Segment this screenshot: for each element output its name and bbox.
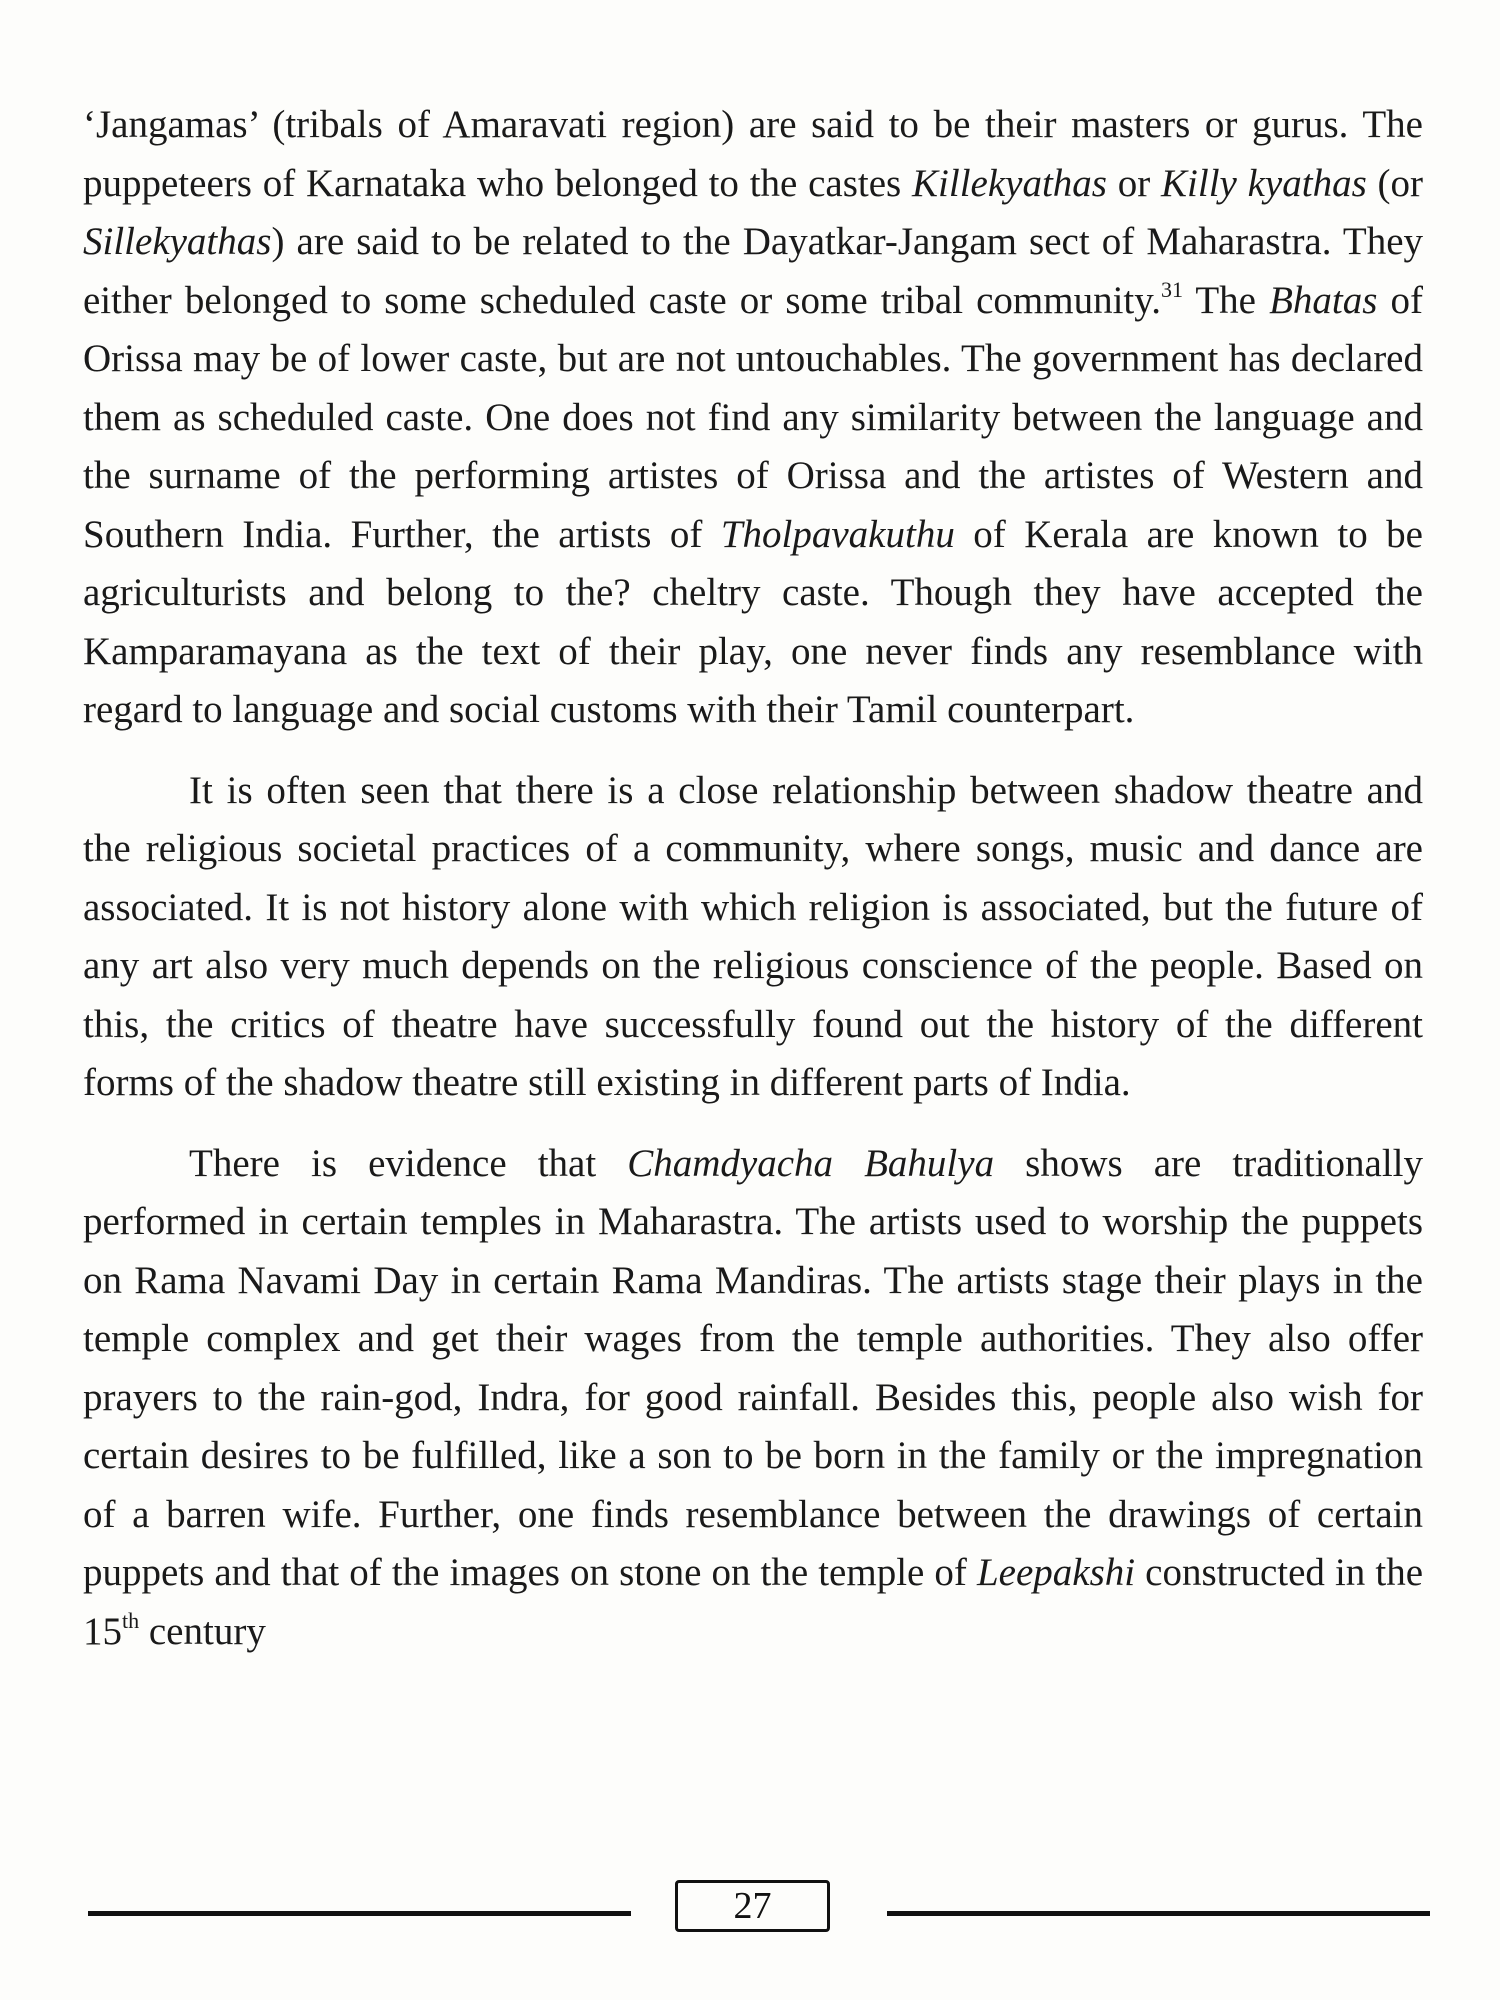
text-run: of Orissa may be of lower caste, but are not untouchables. The government has declared them as scheduled caste. One does not find any similarity between the language and the surname of the performing artistes of Orissa and the artistes of Western and Southern India. Further, the artists of xyxy=(83,278,1423,556)
italic-term: Sillekyathas xyxy=(83,220,272,263)
italic-term: Leepakshi xyxy=(976,1551,1136,1594)
text-run: It is often seen that there is a close relationship between shadow theatre and the religious societal practices of a community, where songs, music and dance are associated. It is not history alone with which religion is associated, but the future of any art also very much depends on the religious conscience of the people. Based on this, the critics of theatre have successfully found out the history of the different forms of the shadow theatre still existing in different parts of India. xyxy=(83,768,1423,1104)
text-run: century xyxy=(139,1609,266,1653)
footnote-superscript: th xyxy=(122,1607,140,1633)
footer-rule-left xyxy=(88,1911,631,1916)
text-run: (or xyxy=(1366,161,1423,205)
text-run: of Kerala are known to be agriculturists and belong to the? cheltry caste. Though they have accepted the Kamparamayana as the text of their play, one never finds any resemblance with regard to language and social customs with their Tamil counterpart. xyxy=(83,512,1423,731)
paragraph-2 xyxy=(83,762,1423,1113)
text-run: The xyxy=(1182,278,1270,322)
paragraph-1 xyxy=(83,96,1423,740)
text-run: ‘Jangamas’ (tribals of Amaravati region) are said to be their masters or gurus. The puppeteers of Karnataka who belonged to the castes xyxy=(83,103,1423,205)
page-number: 27 xyxy=(675,1880,830,1932)
body-text xyxy=(83,96,1423,1661)
text-run: or xyxy=(1106,161,1162,205)
text-run: shows are traditionally performed in certain temples in Maharastra. The artists used to worship the puppets on Rama Navami Day in certain Rama Mandiras. The artists stage their plays in the temple complex and get their wages from the temple authorities. They also offer prayers to the rain-god, Indra, for good rainfall. Besides this, people also wish for certain desires to be fulfilled, like a son to be born in the family or the impregnation of a barren wife. Further, one finds resemblance between the drawings of certain puppets and that of the images on stone on the temple of xyxy=(83,1141,1424,1594)
italic-term: Killy kyathas xyxy=(1161,161,1367,205)
italic-term: Tholpavakuthu xyxy=(720,512,955,556)
text-run: constructed in the 15 xyxy=(83,1551,1424,1653)
paragraph-3 xyxy=(83,1135,1423,1662)
page-footer xyxy=(0,1880,1500,1940)
text-run: ) are said to be related to the Dayatkar-Jangam sect of Maharastra. They either belonged to some scheduled caste or some tribal community. xyxy=(83,220,1423,322)
footnote-superscript: 31 xyxy=(1160,276,1183,302)
italic-term: Chamdyacha Bahulya xyxy=(627,1141,995,1185)
italic-term: Bhatas xyxy=(1269,278,1378,322)
text-run: There is evidence that xyxy=(189,1141,628,1185)
footer-rule-right xyxy=(887,1911,1430,1916)
italic-term: Killekyathas xyxy=(912,161,1107,205)
